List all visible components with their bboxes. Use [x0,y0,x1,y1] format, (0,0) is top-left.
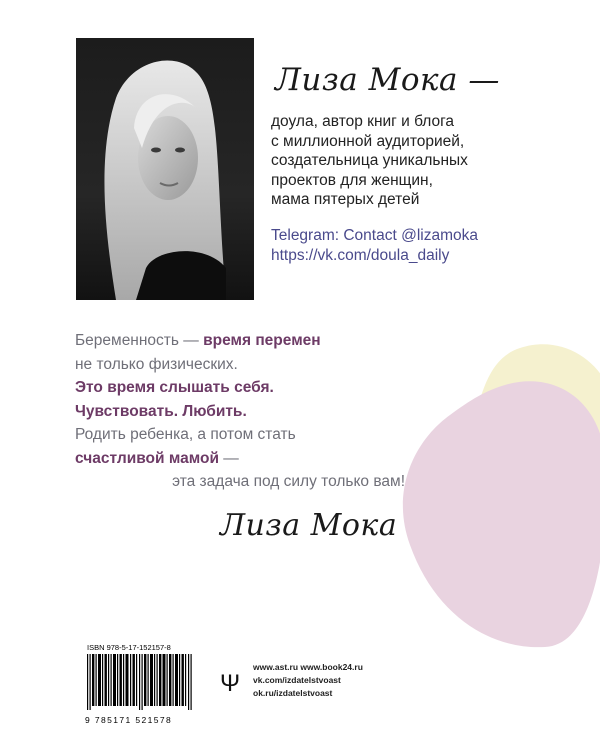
bio-line: мама пятерых детей [271,191,420,208]
bio-line: с миллионной аудиторией, [271,132,465,150]
publisher-links [253,661,363,700]
barcode-digits: 9 785171 521578 [85,715,173,725]
author-links [271,226,478,266]
quote-block [75,329,405,494]
bio-line: доула, автор книг и блога [271,113,455,130]
barcode-image [85,654,197,710]
vk-link[interactable]: https://vk.com/doula_daily [271,247,450,264]
publisher-site-links[interactable]: www.ast.ru www.book24.ru [253,662,363,672]
barcode-block [85,643,199,725]
quote-text: — [219,449,239,467]
isbn-text: ISBN 978-5-17-152157-8 [87,643,171,652]
author-photo [76,38,254,300]
pink-decor-shape [395,375,600,650]
quote-emphasis: счастливой мамой [75,449,219,467]
quote-emphasis: Чувствовать. Любить. [75,402,247,420]
publisher-ok-link[interactable]: ok.ru/izdatelstvoast [253,688,333,698]
telegram-link[interactable]: Telegram: Contact @lizamoka [271,227,478,244]
quote-line-4 [75,400,405,424]
quote-line-5: Родить ребенка, а потом стать [75,426,296,443]
quote-line-1 [75,329,405,353]
author-bio [271,112,531,210]
quote-emphasis: время перемен [203,332,321,349]
quote-text: Беременность — [75,332,204,349]
quote-line-6 [75,447,405,471]
publisher-logo-icon: Ψ [220,670,241,697]
quote-emphasis: Это время слышать себя. [75,379,274,396]
bio-line: проектов для женщин, [271,171,433,189]
publisher-vk-link[interactable]: vk.com/izdatelstvoast [253,675,341,685]
quote-line-3 [75,376,405,400]
author-name-heading: Лиза Мока — [275,62,500,98]
quote-line-7: эта задача под силу только вам! [172,473,405,490]
quote-line-2: не только физических. [75,355,238,373]
author-signature: Лиза Мока [220,508,398,543]
bio-line: создательница уникальных [271,152,468,169]
